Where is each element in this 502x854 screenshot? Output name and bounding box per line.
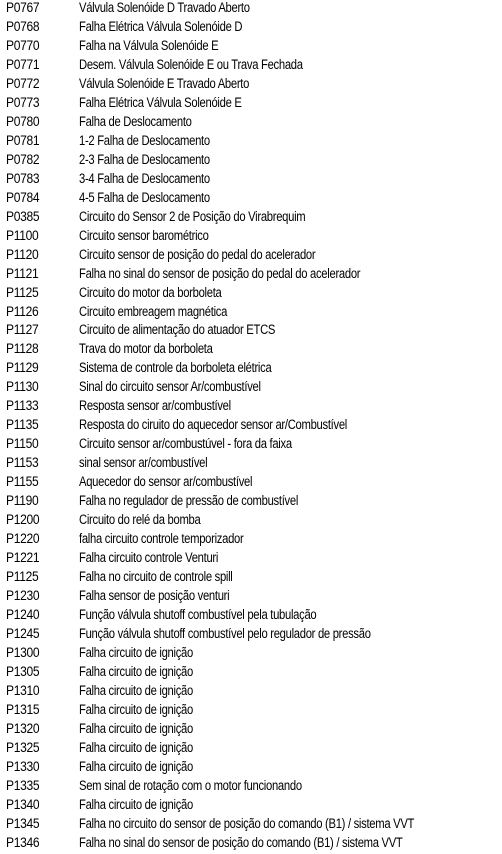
table-row xyxy=(6,587,498,606)
fault-code: P1305 xyxy=(6,663,40,679)
fault-description: Circuito do Sensor 2 de Posição do Virabrequim xyxy=(79,208,306,224)
fault-code: P1345 xyxy=(6,815,40,831)
fault-description: Falha sensor de posição venturi xyxy=(79,588,230,604)
fault-code: P1120 xyxy=(6,246,39,262)
table-row xyxy=(6,549,498,568)
fault-code: P1325 xyxy=(6,739,40,755)
fault-code: P0767 xyxy=(6,0,40,15)
fault-description: Resposta do ciruito do aquecedor sensor ar/Combustível xyxy=(79,417,347,433)
table-row xyxy=(6,246,498,265)
table-row xyxy=(6,834,498,853)
fault-description: Trava do motor da borboleta xyxy=(79,341,213,357)
fault-description: 1-2 Falha de Deslocamento xyxy=(79,132,210,148)
fault-description: Falha circuito de ignição xyxy=(79,644,193,660)
fault-code: P1128 xyxy=(6,341,39,357)
fault-code: P1125 xyxy=(6,569,39,585)
fault-code: P1129 xyxy=(6,360,39,376)
fault-code: P1200 xyxy=(6,512,40,528)
fault-description: Falha circuito de ignição xyxy=(79,796,193,812)
fault-code: P1310 xyxy=(6,682,40,698)
fault-description: 2-3 Falha de Deslocamento xyxy=(79,151,210,167)
fault-description: Função válvula shutoff combustível pelo regulador de pressão xyxy=(79,625,371,641)
table-row xyxy=(6,568,498,587)
table-row xyxy=(6,170,498,189)
fault-description: Falha circuito de ignição xyxy=(79,682,193,698)
fault-description: Falha circuito de ignição xyxy=(79,701,193,717)
fault-description: Circuito embreagem magnética xyxy=(79,303,228,319)
table-row xyxy=(6,454,498,473)
fault-description: 3-4 Falha de Deslocamento xyxy=(79,170,210,186)
table-row xyxy=(6,321,498,340)
table-row xyxy=(6,284,498,303)
table-row xyxy=(6,208,498,227)
table-row xyxy=(6,94,498,113)
fault-description: Circuito sensor de posição do pedal do acelerador xyxy=(79,246,316,262)
fault-description: falha circuito controle temporizador xyxy=(79,531,244,547)
table-row xyxy=(6,132,498,151)
table-row xyxy=(6,397,498,416)
table-row xyxy=(6,682,498,701)
fault-description: Falha de Deslocamento xyxy=(79,113,192,129)
fault-code: P0768 xyxy=(6,18,40,34)
fault-code: P1315 xyxy=(6,701,40,717)
fault-code-table xyxy=(6,0,498,853)
fault-description: Falha no sinal do sensor de posição do comando (B1) / sistema VVT xyxy=(79,834,403,850)
fault-description: Falha no regulador de pressão de combustível xyxy=(79,493,299,509)
fault-code: P1150 xyxy=(6,436,39,452)
table-row xyxy=(6,492,498,511)
fault-code: P1155 xyxy=(6,474,39,490)
fault-code: P0385 xyxy=(6,208,40,224)
fault-code: P1125 xyxy=(6,284,39,300)
fault-code: P1130 xyxy=(6,379,39,395)
fault-code: P1133 xyxy=(6,398,39,414)
fault-description: 4-5 Falha de Deslocamento xyxy=(79,189,210,205)
table-row xyxy=(6,511,498,530)
fault-description: Falha no sinal do sensor de posição do pedal do acelerador xyxy=(79,265,361,281)
fault-code: P0770 xyxy=(6,37,40,53)
fault-description: Falha circuito de ignição xyxy=(79,758,193,774)
fault-description: Desem. Válvula Solenóide E ou Trava Fechada xyxy=(79,56,303,72)
table-row xyxy=(6,777,498,796)
fault-code: P1100 xyxy=(6,227,39,243)
fault-code: P1153 xyxy=(6,455,39,471)
table-row xyxy=(6,473,498,492)
table-row xyxy=(6,416,498,435)
table-row xyxy=(6,265,498,284)
table-row xyxy=(6,739,498,758)
table-row xyxy=(6,815,498,834)
table-row xyxy=(6,663,498,682)
table-row xyxy=(6,113,498,132)
table-row xyxy=(6,303,498,322)
table-row xyxy=(6,227,498,246)
table-row xyxy=(6,37,498,56)
fault-description: Falha circuito de ignição xyxy=(79,663,193,679)
fault-code: P1335 xyxy=(6,777,40,793)
fault-code: P1126 xyxy=(6,303,39,319)
fault-code: P1127 xyxy=(6,322,39,338)
fault-code: P0781 xyxy=(6,132,40,148)
fault-code: P0772 xyxy=(6,75,40,91)
table-row xyxy=(6,644,498,663)
fault-description: Circuito sensor barométrico xyxy=(79,227,209,243)
table-row xyxy=(6,435,498,454)
table-row xyxy=(6,720,498,739)
table-row xyxy=(6,758,498,777)
table-row xyxy=(6,625,498,644)
fault-description: Circuito do relé da bomba xyxy=(79,512,201,528)
table-row xyxy=(6,378,498,397)
fault-code: P0773 xyxy=(6,94,40,110)
fault-code: P1121 xyxy=(6,265,39,281)
fault-description: Circuito de alimentação do atuador ETCS xyxy=(79,322,276,338)
fault-description: Falha circuito de ignição xyxy=(79,720,193,736)
table-row xyxy=(6,75,498,94)
fault-code: P1330 xyxy=(6,758,40,774)
fault-description: Sinal do circuito sensor Ar/combustível xyxy=(79,379,261,395)
table-row xyxy=(6,606,498,625)
fault-code: P1190 xyxy=(6,493,39,509)
fault-description: Sem sinal de rotação com o motor funcionando xyxy=(79,777,302,793)
table-row xyxy=(6,0,498,18)
fault-description: Falha circuito de ignição xyxy=(79,739,193,755)
fault-description: Falha Elétrica Válvula Solenóide E xyxy=(79,94,242,110)
fault-description: Aquecedor do sensor ar/combustível xyxy=(79,474,253,490)
fault-description: Função válvula shutoff combustível pela tubulação xyxy=(79,607,317,622)
fault-code: P1240 xyxy=(6,607,40,622)
fault-description: Falha circuito controle Venturi xyxy=(79,550,219,566)
fault-code: P0784 xyxy=(6,189,40,205)
fault-code: P1300 xyxy=(6,644,40,660)
fault-code: P0780 xyxy=(6,113,40,129)
fault-description: sinal sensor ar/combustível xyxy=(79,455,208,471)
fault-description: Sistema de controle da borboleta elétrica xyxy=(79,360,272,376)
table-row xyxy=(6,340,498,359)
fault-code: P1221 xyxy=(6,550,40,566)
fault-description: Resposta sensor ar/combustível xyxy=(79,398,231,414)
fault-description: Válvula Solenóide D Travado Aberto xyxy=(79,0,250,15)
fault-code: P1245 xyxy=(6,625,40,641)
fault-code: P0771 xyxy=(6,56,40,72)
table-row xyxy=(6,189,498,208)
table-row xyxy=(6,530,498,549)
fault-code: P1135 xyxy=(6,417,39,433)
fault-code: P0782 xyxy=(6,151,40,167)
fault-description: Falha no circuito do sensor de posição do comando (B1) / sistema VVT xyxy=(79,815,415,831)
fault-description: Circuito do motor da borboleta xyxy=(79,284,222,300)
fault-description: Válvula Solenóide E Travado Aberto xyxy=(79,75,250,91)
table-row xyxy=(6,796,498,815)
table-row xyxy=(6,701,498,720)
fault-code: P0783 xyxy=(6,170,40,186)
table-row xyxy=(6,359,498,378)
fault-code: P1220 xyxy=(6,531,40,547)
fault-code: P1320 xyxy=(6,720,40,736)
fault-code: P1340 xyxy=(6,796,40,812)
table-row xyxy=(6,151,498,170)
fault-description: Falha no circuito de controle spill xyxy=(79,569,233,585)
fault-code: P1346 xyxy=(6,834,40,850)
fault-description: Falha na Válvula Solenóide E xyxy=(79,37,219,53)
table-row xyxy=(6,18,498,37)
fault-description: Circuito sensor ar/combustúvel - fora da faixa xyxy=(79,436,292,452)
fault-description: Falha Elétrica Válvula Solenóide D xyxy=(79,18,243,34)
fault-code: P1230 xyxy=(6,588,40,604)
table-row xyxy=(6,56,498,75)
